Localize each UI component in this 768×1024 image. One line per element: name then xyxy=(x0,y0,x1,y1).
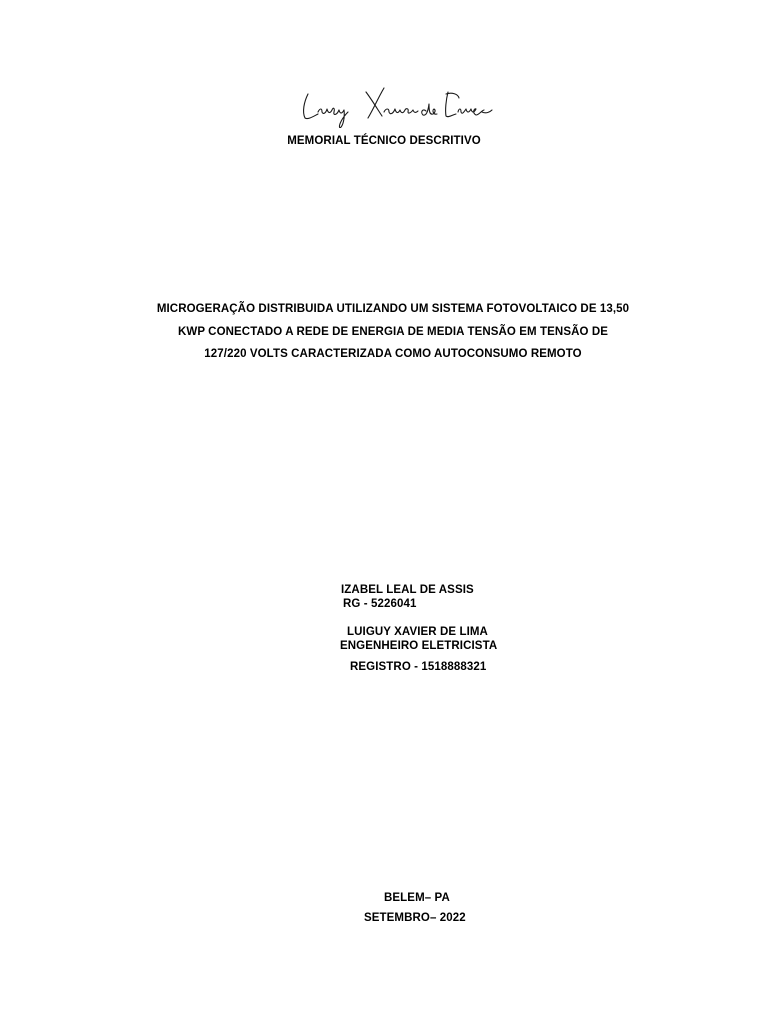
location: BELEM– PA xyxy=(384,892,450,904)
subject-line-2: KWP CONECTADO A REDE DE ENERGIA DE MEDIA TENSÃO EM TENSÃO DE xyxy=(177,326,609,338)
document-title: MEMORIAL TÉCNICO DESCRITIVO xyxy=(287,135,481,147)
document-date: SETEMBRO– 2022 xyxy=(364,912,466,924)
subject-line-3: 127/220 VOLTS CARACTERIZADA COMO AUTOCONSUMO REMOTO xyxy=(204,348,582,360)
engineer-registry: REGISTRO - 1518888321 xyxy=(350,661,487,673)
subject-line-1: MICROGERAÇÃO DISTRIBUIDA UTILIZANDO UM SISTEMA FOTOVOLTAICO DE 13,50 xyxy=(156,303,630,315)
client-name: IZABEL LEAL DE ASSIS xyxy=(341,584,474,596)
client-rg: RG - 5226041 xyxy=(343,598,417,610)
engineer-title: ENGENHEIRO ELETRICISTA xyxy=(340,640,498,652)
engineer-name: LUIGUY XAVIER DE LIMA xyxy=(347,626,488,638)
handwritten-signature xyxy=(296,78,496,128)
